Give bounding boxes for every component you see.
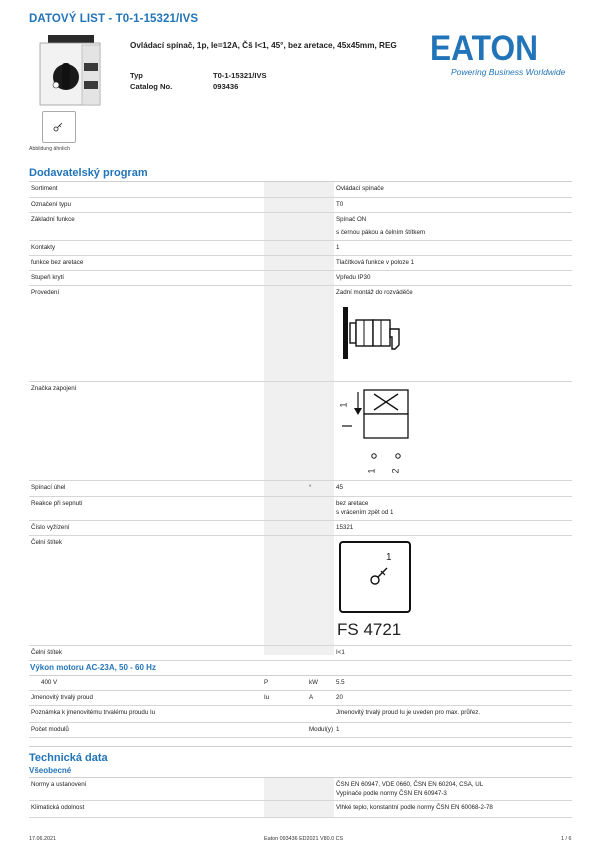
table-row: Stupeň krytí Vpředu IP30 [29,271,572,286]
table-row: Klimatická odolnost Vlhké teplo, konstantní podle normy ČSN EN 60068-2-78 [29,801,572,818]
table-row: 400 V P kW 5.5 [29,676,572,691]
table-row: Jmenovitý trvalý proud Iu A 20 [29,691,572,706]
product-description: Ovládací spínač, 1p, Ie=12A, Čš I<1, 45°, bez aretace, 45x45mm, REG [130,41,397,50]
front-plate-thumbnail [42,111,76,143]
section-title-program: Dodavatelský program [29,167,148,179]
typ-value: T0-1-15321/IVS [213,71,267,80]
table-row: Označení typu T0 [29,198,572,213]
subsection-title-general: Všeobecné [29,766,72,775]
table-row: Čelní štítek [29,536,572,646]
section-title-technical: Technická data [29,752,108,764]
table-row: Provedení Zadní montáž do rozváděče [29,286,572,382]
table-row: Spínací úhel ° 45 [29,481,572,497]
front-plate-drawing [339,541,411,613]
table-row: Normy a ustanovení ČSN EN 60947, VDE 0660, ČSN EN 60204, CSA, UL Vypínače podle normy ČSN EN 60947-3 [29,778,572,801]
table-row: funkce bez aretace Tlačítková funkce v poloze 1 [29,256,572,271]
table-row: Poznámka k jmenovitému trvalému proudu Iu Jmenovitý trvalý proud Iu je uveden pro max. průřez. [29,706,572,723]
footer-date: 17.06.2021 [29,836,56,842]
logo-text: EATON [430,30,538,64]
motor-section-title: Výkon motoru AC-23A, 50 - 60 Hz [30,663,156,672]
eaton-logo [430,30,538,64]
table-row: Sortiment Ovládací spínače [29,182,572,198]
image-caption: Abbildung ähnlich [29,146,70,152]
product-image [38,33,104,109]
catalog-value: 093436 [213,82,239,91]
front-plate-code: FS 4721 [337,620,402,639]
table-row: Počet modulů Modul(y) 1 [29,723,572,738]
table-row: Čelní štítek I<1 [29,646,572,661]
table-row: Číslo vyžízení 15321 [29,521,572,536]
footer-doc-id: Eaton 093436 ED2021 V80.0 CS [264,836,344,842]
diagram-label: 1 [338,402,349,408]
contact-number-2: 2 [390,468,401,474]
front-plate-label: 1 [386,552,392,563]
table-row: s černou pákou a čelním štítkem [29,226,572,241]
table-row: Základní funkce Spínač ON [31,216,367,223]
table-row: Značka zapojení [29,382,572,481]
logo-slogan: Powering Business Worldwide [451,67,566,77]
page-title: DATOVÝ LIST - T0-1-15321/IVS [29,13,199,25]
footer-page: 1 / 6 [561,836,572,842]
table-row: Reakce při sepnutí bez aretace s vrácením zpět od 1 [29,497,572,521]
mounting-drawing [341,305,407,361]
typ-label: Typ [130,71,143,80]
catalog-label: Catalog No. [130,82,173,91]
contact-number-1: 1 [366,468,377,474]
section-divider [29,746,572,747]
table-row: Kontakty 1 [29,241,572,256]
